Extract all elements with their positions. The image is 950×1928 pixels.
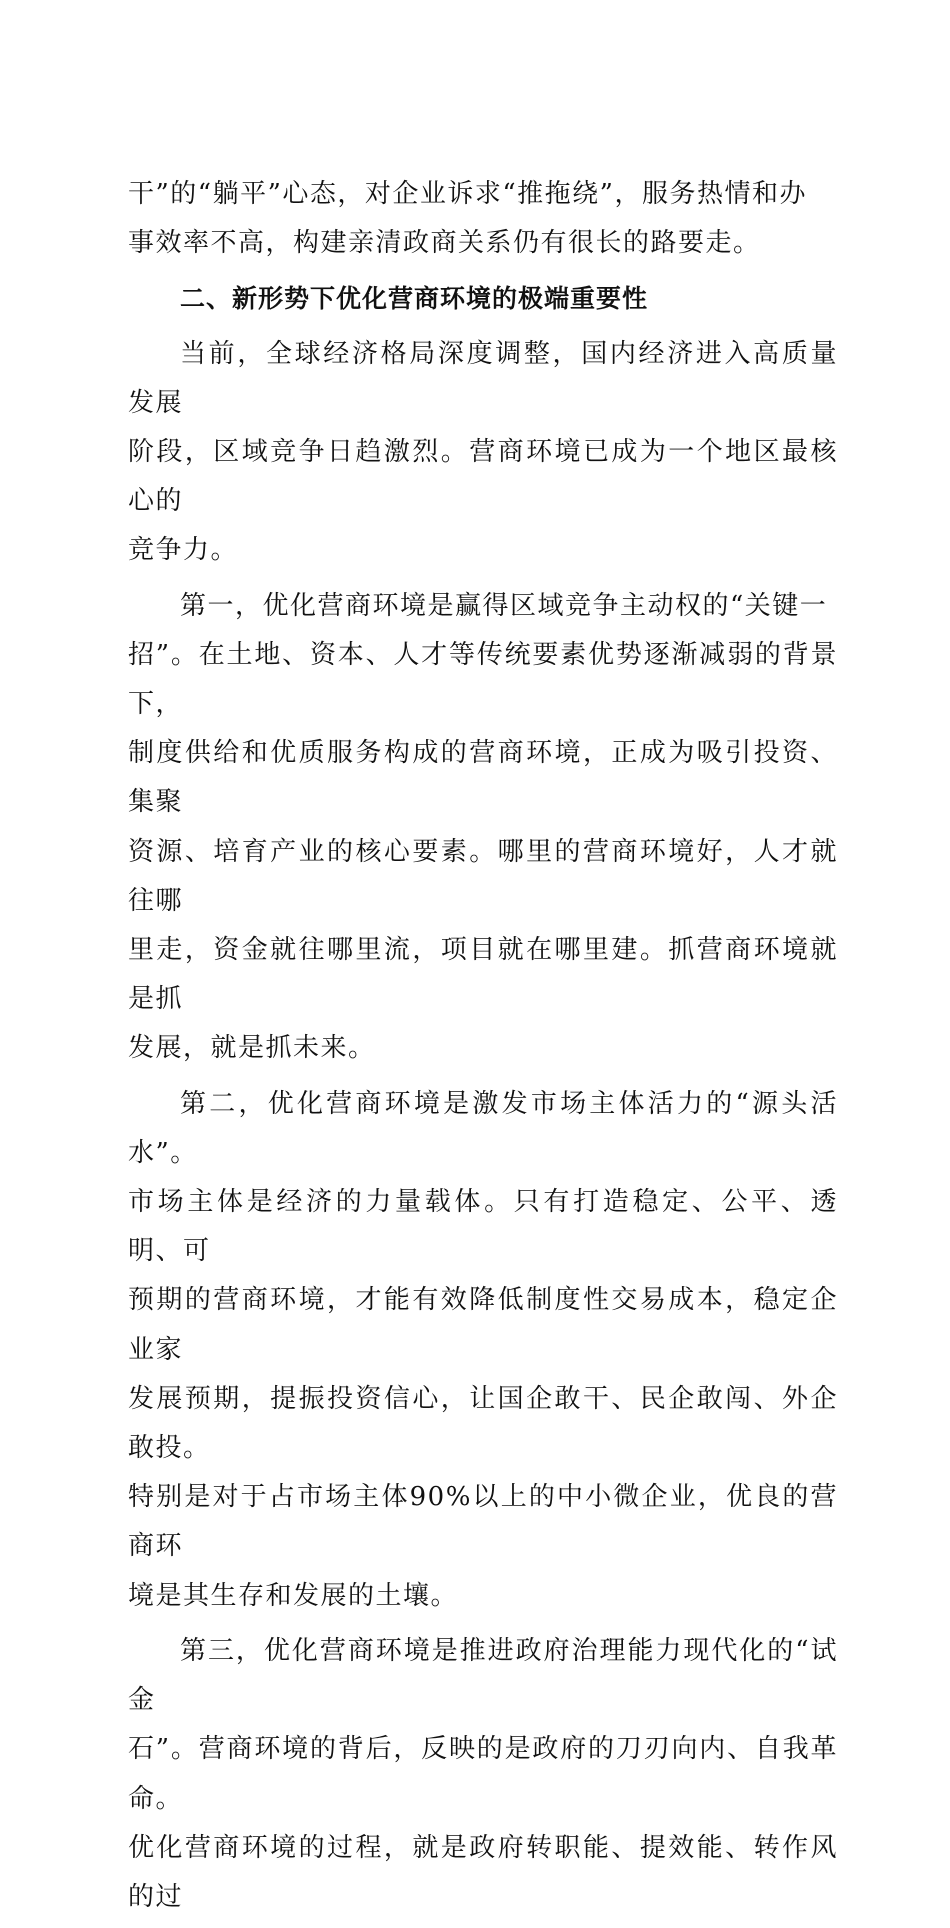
paragraph-point-three: 第三，优化营商环境是推进政府治理能力现代化的“试金 石”。营商环境的背后，反映的是政府的刀刃向内、自我革命。 优化营商环境的过程，就是政府转职能、提效能、转作风的过 [128,1635,838,1912]
document-body [128,170,838,1928]
paragraph-point-one: 第一，优化营商环境是赢得区域竞争主动权的“关键一 招”。在土地、资本、人才等传统要素优势逐渐减弱的背景下， 制度供给和优质服务构成的营商环境，正成为吸引投资、集聚 资源、培育产业的核心要素。哪里的营商环境好，人才就往哪 里走，资金就往哪里流，项目就在哪里建。抓营商环境就是抓 发展，就是抓未来。 [128,590,838,1064]
paragraph-context: 当前，全球经济格局深度调整，国内经济进入高质量发展 阶段，区域竞争日趋激烈。营商环境已成为一个地区最核心的 竞争力。 [128,338,838,566]
section-heading: 二、新形势下优化营商环境的极端重要性 [180,284,649,314]
paragraph-point-two: 第二，优化营商环境是激发市场主体活力的“源头活水”。 市场主体是经济的力量载体。只有打造稳定、公平、透明、可 预期的营商环境，才能有效降低制度性交易成本，稳定企业家 发展预期，提振投资信心，让国企敢干、民企敢闯、外企敢投。 特别是对于占市场主体90%以上的中小微企业，优良的营商环 境是其生存和发展的土壤。 [128,1088,838,1611]
paragraph-continued: 干”的“躺平”心态，对企业诉求“推拖绕”，服务热情和办 事效率不高，构建亲清政商关系仍有很长的路要走。 [128,179,807,259]
